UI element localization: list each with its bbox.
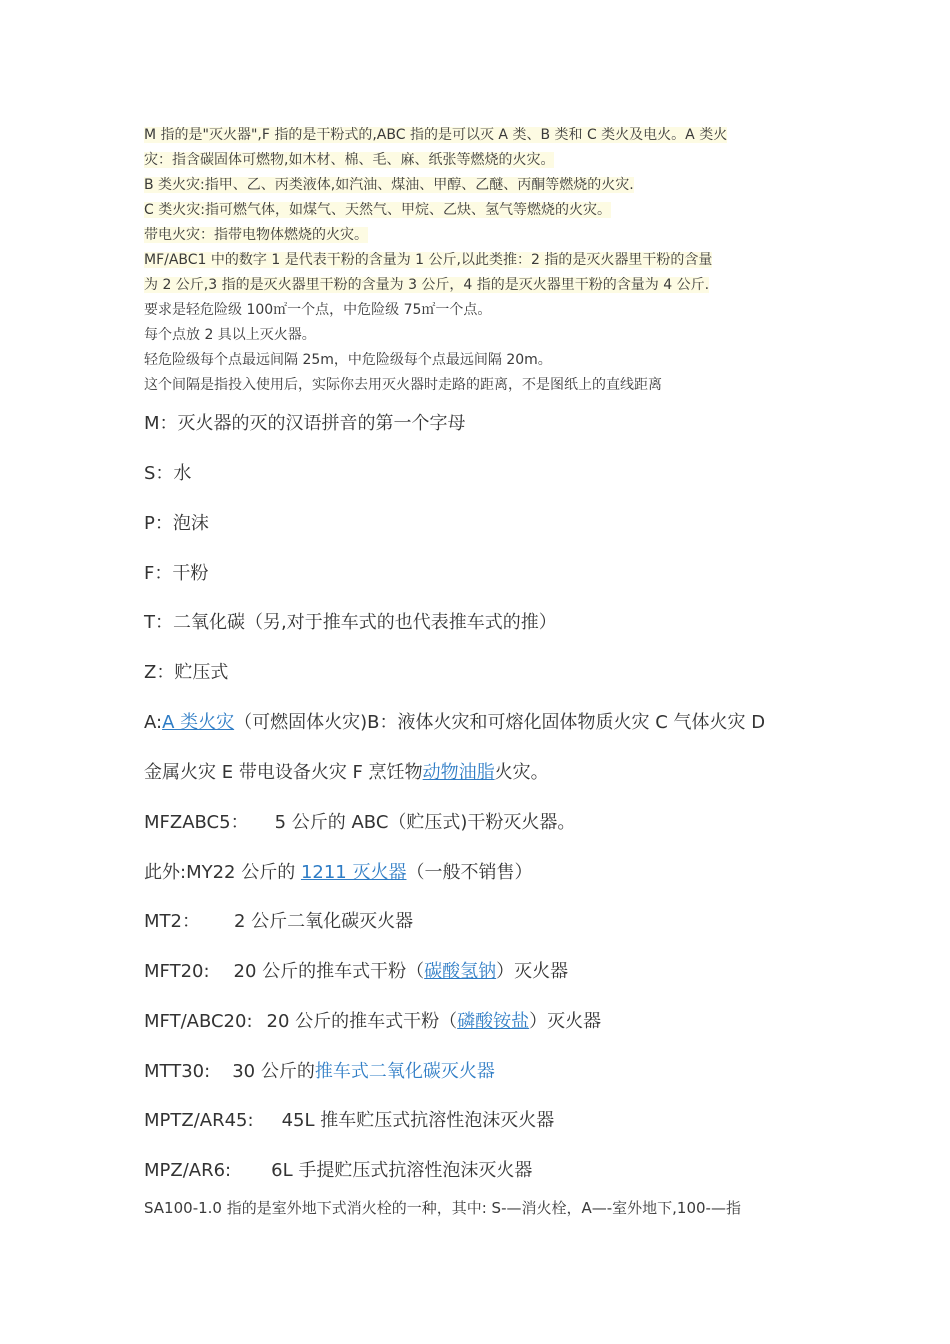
intro-line-3: B 类火灾:指甲、乙、丙类液体,如汽油、煤油、甲醇、乙醚、丙酮等燃烧的火灾. [144, 177, 634, 193]
fire-classes-line-1: A:A 类火灾（可燃固体火灾)B：液体火灾和可熔化固体物质火灾 C 气体火灾 D [144, 712, 766, 733]
intro-line-1: M 指的是"灭火器",F 指的是干粉式的,ABC 指的是可以灭 A 类、B 类和 C 类火及电火。A 类火 [144, 127, 728, 143]
fire-classes-line-2: 金属火灾 E 带电设备火灾 F 烹饪物动物油脂火灾。 [144, 762, 549, 783]
intro-line-8: 要求是轻危险级 100㎡一个点，中危险级 75㎡一个点。 [144, 302, 492, 318]
code-m: M：灭火器的灭的汉语拼音的第一个字母 [144, 413, 466, 434]
model-my22: 此外:MY22 公斤的 1211 灭火器（一般不销售） [144, 862, 533, 883]
link-ammonium-phosphate[interactable]: 磷酸铵盐 [457, 1011, 530, 1032]
code-t: T：二氧化碳（另,对于推车式的也代表推车式的推） [144, 612, 557, 633]
code-f: F：干粉 [144, 563, 209, 584]
code-p: P：泡沫 [144, 513, 209, 534]
model-mftabc20: MFT/ABC20: 20 公斤的推车式干粉（磷酸铵盐）灭火器 [144, 1011, 602, 1032]
intro-line-10: 轻危险级每个点最远间隔 25m，中危险级每个点最远间隔 20m。 [144, 352, 552, 368]
model-mpz-ar6: MPZ/AR6: 6L 手提贮压式抗溶性泡沫灭火器 [144, 1160, 533, 1181]
model-mtt30: MTT30: 30 公斤的推车式二氧化碳灭火器 [144, 1061, 495, 1082]
link-sodium-bicarbonate[interactable]: 碳酸氢钠 [424, 961, 497, 982]
intro-line-4: C 类火灾:指可燃气体，如煤气、天然气、甲烷、乙炔、氢气等燃烧的火灾。 [144, 202, 611, 218]
model-mptz-ar45: MPTZ/AR45: 45L 推车贮压式抗溶性泡沫灭火器 [144, 1110, 555, 1131]
link-class-a-fire[interactable]: A 类火灾 [162, 712, 235, 733]
link-animal-fat[interactable]: 动物油脂 [422, 762, 495, 783]
model-mft20: MFT20: 20 公斤的推车式干粉（碳酸氢钠）灭火器 [144, 961, 569, 982]
hydrant-sa100-line: SA100-1.0 指的是室外地下式消火栓的一种，其中: S-—消火栓，A—-室外地下,100-—指 [144, 1199, 741, 1217]
code-s: S：水 [144, 463, 192, 484]
intro-line-7: 为 2 公斤,3 指的是灭火器里干粉的含量为 3 公斤，4 指的是灭火器里干粉的含量为 4 公斤. [144, 277, 710, 293]
intro-line-2: 灾：指含碳固体可燃物,如木材、棉、毛、麻、纸张等燃烧的火灾。 [144, 152, 555, 168]
model-mfzabc5: MFZABC5： 5 公斤的 ABC（贮压式)干粉灭火器。 [144, 812, 576, 833]
intro-line-9: 每个点放 2 具以上灭火器。 [144, 327, 316, 343]
link-1211-extinguisher[interactable]: 1211 灭火器 [300, 862, 407, 883]
intro-line-5: 带电火灾：指带电物体燃烧的火灾。 [144, 227, 368, 243]
code-z: Z：贮压式 [144, 662, 229, 683]
intro-line-11: 这个间隔是指投入使用后，实际你去用灭火器时走路的距离，不是图纸上的直线距离 [144, 377, 662, 393]
intro-line-6: MF/ABC1 中的数字 1 是代表干粉的含量为 1 公斤,以此类推：2 指的是灭火器里干粉的含量 [144, 252, 713, 268]
link-cart-co2-extinguisher[interactable]: 推车式二氧化碳灭火器 [314, 1061, 495, 1082]
model-mt2: MT2： 2 公斤二氧化碳灭火器 [144, 911, 414, 932]
